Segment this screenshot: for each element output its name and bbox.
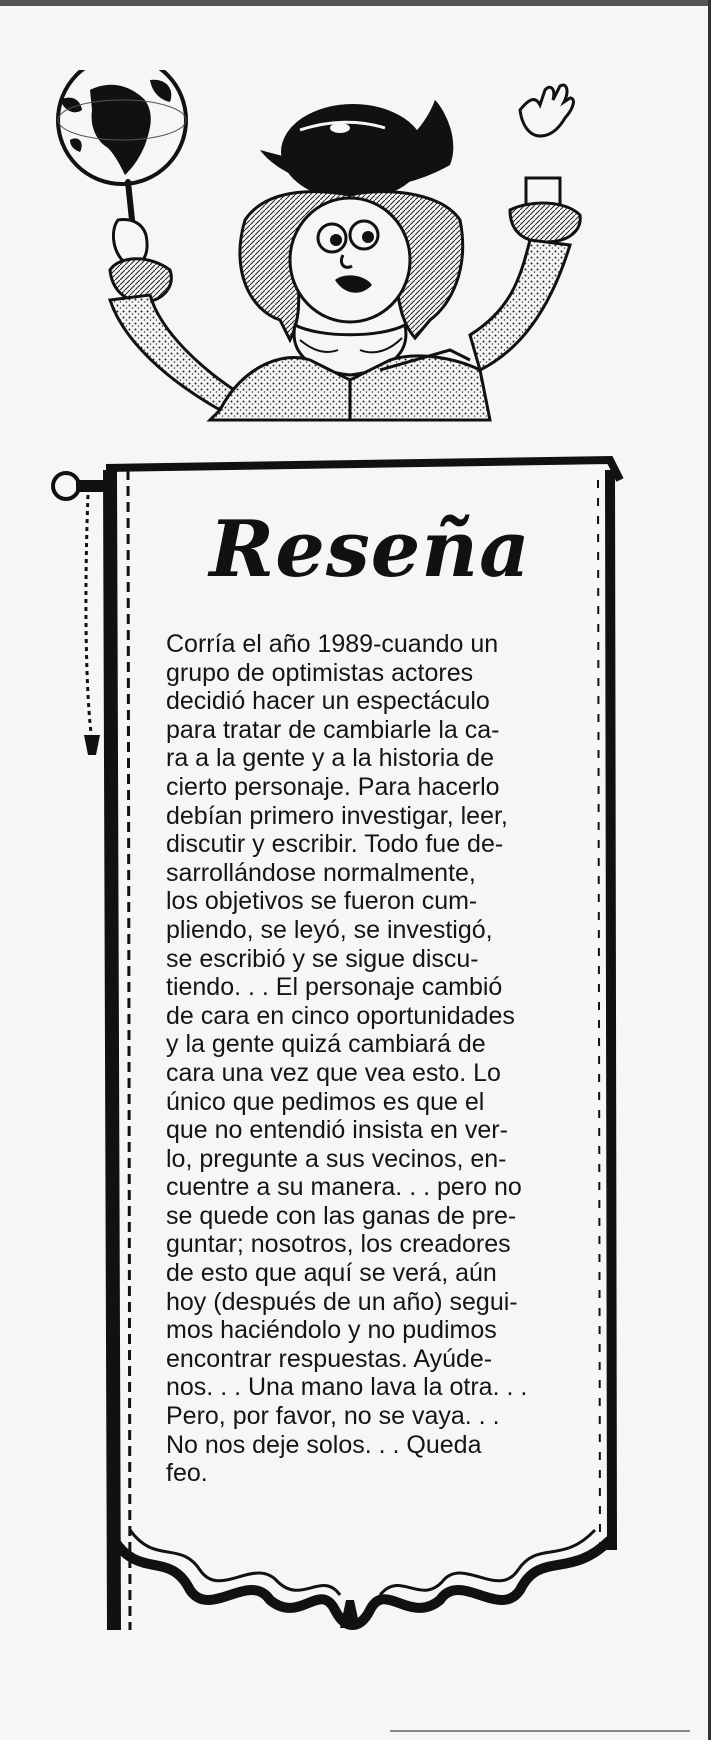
page-title: Reseña <box>209 504 531 595</box>
rod-knob-icon <box>53 473 79 499</box>
page-top-edge <box>0 0 712 6</box>
cartoon-illustration <box>50 70 650 470</box>
page-right-edge <box>708 0 725 1740</box>
globe-icon <box>58 70 186 184</box>
body-paragraph: Corría el año 1989-cuando un grupo de optimistas actores decidió hacer un espectáculo para tratar de cambiarle la ca- ra a la gente y a la historia de cierto personaje. Para hacerlo debían primero investigar, leer, discutir y escribir. Todo fue de- sarrollándose normalmente, los objetivos se fueron cum- pliendo, se leyó, se investigó, se escribió y se sigue discu- tiendo. . . El personaje cambió de cara en cinco oportunidades y la gente quizá cambiará de cara una vez que vea esto. Lo único que pedimos es que el que no entendió insista en ver- lo, pregunte a sus vecinos, en- cuentre a su manera. . . pero no se quede con las ganas de pre- guntar; nosotros, los creadores de esto que aquí se verá, aún hoy (después de un año) segui- mos haciéndolo y no pudimos encontrar respuestas. Ayúde- nos. . . Una mano lava la otra. . . Pero, por favor, no se vaya. . . No nos deje solos. . . Queda feo. <box>166 630 528 1488</box>
divider <box>390 1730 690 1732</box>
tassel-icon <box>84 735 100 755</box>
hat-icon <box>260 100 453 200</box>
